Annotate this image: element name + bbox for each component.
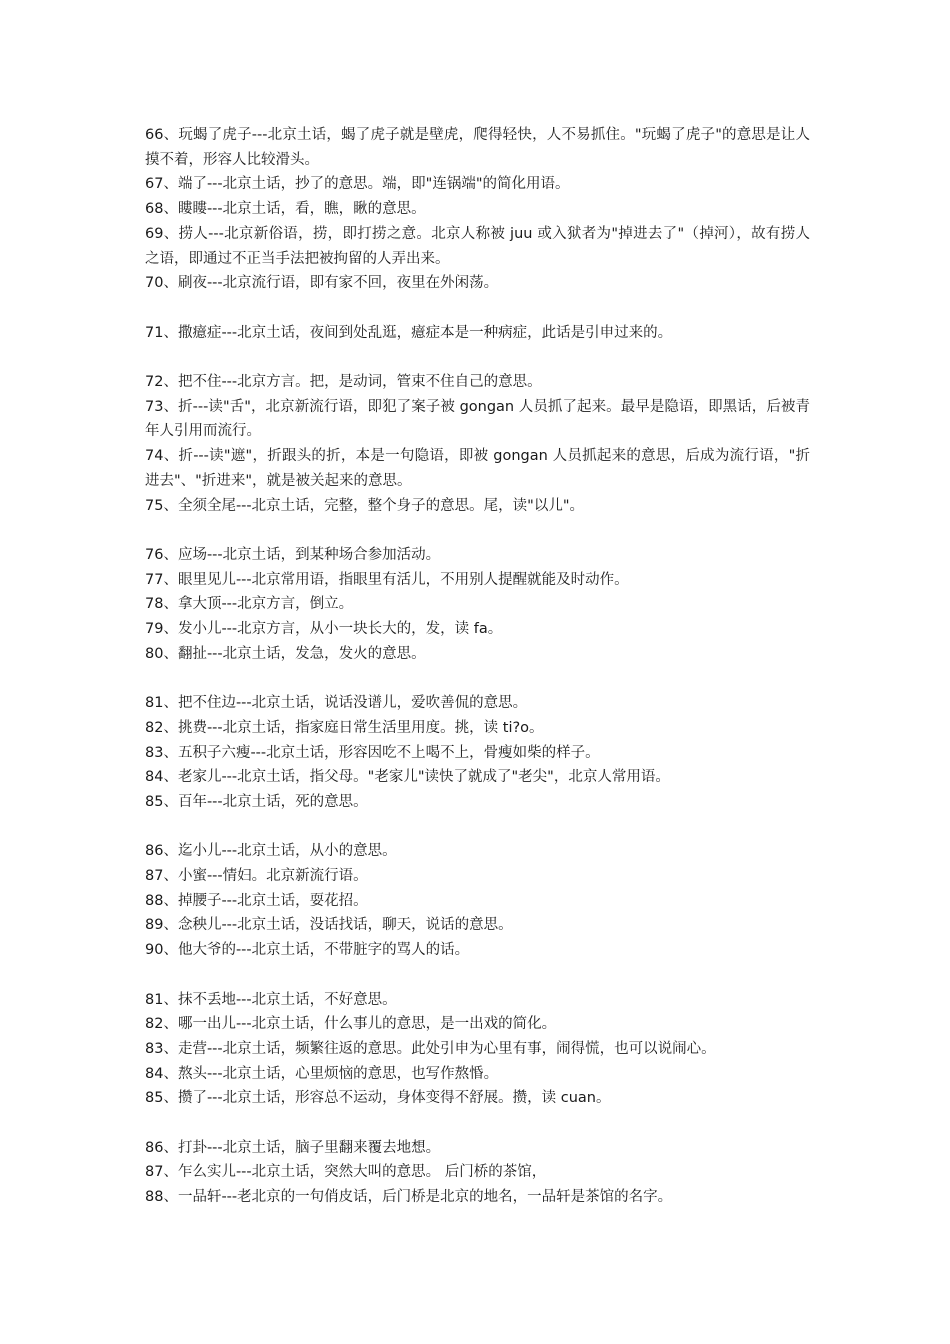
entry-80: 80、翻扯---北京土话，发急，发火的意思。 xyxy=(145,645,426,662)
paragraph-gap xyxy=(145,296,810,321)
paragraph-gap xyxy=(145,963,810,988)
entry-66: 66、玩蝎了虎子---北京土话，蝎了虎子就是壁虎，爬得轻快，人不易抓住。"玩蝎了虎子"的意思是让人摸不着，形容人比较滑头。 xyxy=(145,127,810,168)
entry-67: 67、端了---北京土话，抄了的意思。端，即"连锅端"的简化用语。 xyxy=(145,176,570,193)
entry-83-b: 83、走营---北京土话，频繁往返的意思。此处引申为心里有事，闹得慌，也可以说闹心。 xyxy=(145,1040,716,1057)
entry-83: 83、五积子六瘦---北京土话，形容因吃不上喝不上，骨瘦如柴的样子。 xyxy=(145,744,600,761)
entry-89: 89、念秧儿---北京土话，没话找话，聊天，说话的意思。 xyxy=(145,917,513,934)
entry-85-b: 85、攒了---北京土话，形容总不运动，身体变得不舒展。攒，读 cuan。 xyxy=(145,1090,611,1107)
entry-78: 78、拿大顶---北京方言，倒立。 xyxy=(145,596,354,613)
entry-79: 79、发小儿---北京方言，从小一块长大的，发，读 fa。 xyxy=(145,621,503,638)
entry-82: 82、挑费---北京土话，指家庭日常生活里用度。挑，读 ti?o。 xyxy=(145,719,544,736)
paragraph-gap xyxy=(145,815,810,840)
document-body xyxy=(145,123,810,1210)
entry-72: 72、把不住---北京方言。把，是动词，管束不住自己的意思。 xyxy=(145,374,542,390)
entry-81-b: 81、抹不丢地---北京土话，不好意思。 xyxy=(145,991,397,1008)
entry-84-b: 84、熬头---北京土话，心里烦恼的意思，也写作熬惛。 xyxy=(145,1065,499,1082)
entry-86-b: 86、打卦---北京土话，脑子里翻来覆去地想。 xyxy=(145,1139,441,1156)
entry-85: 85、百年---北京土话，死的意思。 xyxy=(145,793,368,810)
entry-77: 77、眼里见儿---北京常用语，指眼里有活儿，不用别人提醒就能及时动作。 xyxy=(145,571,629,588)
entry-84: 84、老家儿---北京土话，指父母。"老家儿"读快了就成了"老尖"，北京人常用语。 xyxy=(145,769,670,786)
entry-69: 69、捞人---北京新俗语，捞，即打捞之意。北京人称被 juu 或入狱者为"掉进去了"（掉河），故有捞人之语，即通过不正当手法把被拘留的人弄出来。 xyxy=(145,225,810,267)
entry-87: 87、小蜜---情妇。北京新流行语。 xyxy=(145,868,368,885)
entry-88-b: 88、一品轩---老北京的一句俏皮话，后门桥是北京的地名，一品轩是茶馆的名字。 xyxy=(145,1189,673,1206)
entry-75: 75、全须全尾---北京土话，完整，整个身子的意思。尾，读"以儿"。 xyxy=(145,497,584,514)
entry-87-b: 87、乍么实儿---北京土话，突然大叫的意思。 后门桥的茶馆， xyxy=(145,1164,547,1181)
entry-81: 81、把不住边---北京土话，说话没谱儿，爱吹善侃的意思。 xyxy=(145,695,528,712)
paragraph-gap xyxy=(145,1111,810,1136)
paragraph-gap xyxy=(145,345,810,370)
entry-82-b: 82、哪一出儿---北京土话，什么事儿的意思，是一出戏的简化。 xyxy=(145,1016,557,1033)
entry-76: 76、应场---北京土话，到某种场合参加活动。 xyxy=(145,546,441,563)
entry-73: 73、折---读"舌"，北京新流行语，即犯了案子被 gongan 人员抓了起来。最早是隐语，即黑话，后被青年人引用而流行。 xyxy=(145,398,810,440)
entry-86: 86、迄小儿---北京土话，从小的意思。 xyxy=(145,843,397,860)
entry-74: 74、折---读"遮"，折跟头的折，本是一句隐语，即被 gongan 人员抓起来的意思，后成为流行语，"折进去"、"折进来"，就是被关起来的意思。 xyxy=(145,448,810,489)
entry-90: 90、他大爷的---北京土话，不带脏字的骂人的话。 xyxy=(145,942,470,959)
entry-71: 71、撒癔症---北京土话，夜间到处乱逛，癔症本是一种病症，此话是引申过来的。 xyxy=(145,324,673,341)
paragraph-gap xyxy=(145,518,810,543)
entry-70: 70、刷夜---北京流行语，即有家不回，夜里在外闲荡。 xyxy=(145,275,499,292)
paragraph-gap xyxy=(145,666,810,691)
entry-68: 68、瞜瞜---北京土话，看，瞧，瞅的意思。 xyxy=(145,201,426,218)
entry-88: 88、掉腰子---北京土话，耍花招。 xyxy=(145,892,368,909)
